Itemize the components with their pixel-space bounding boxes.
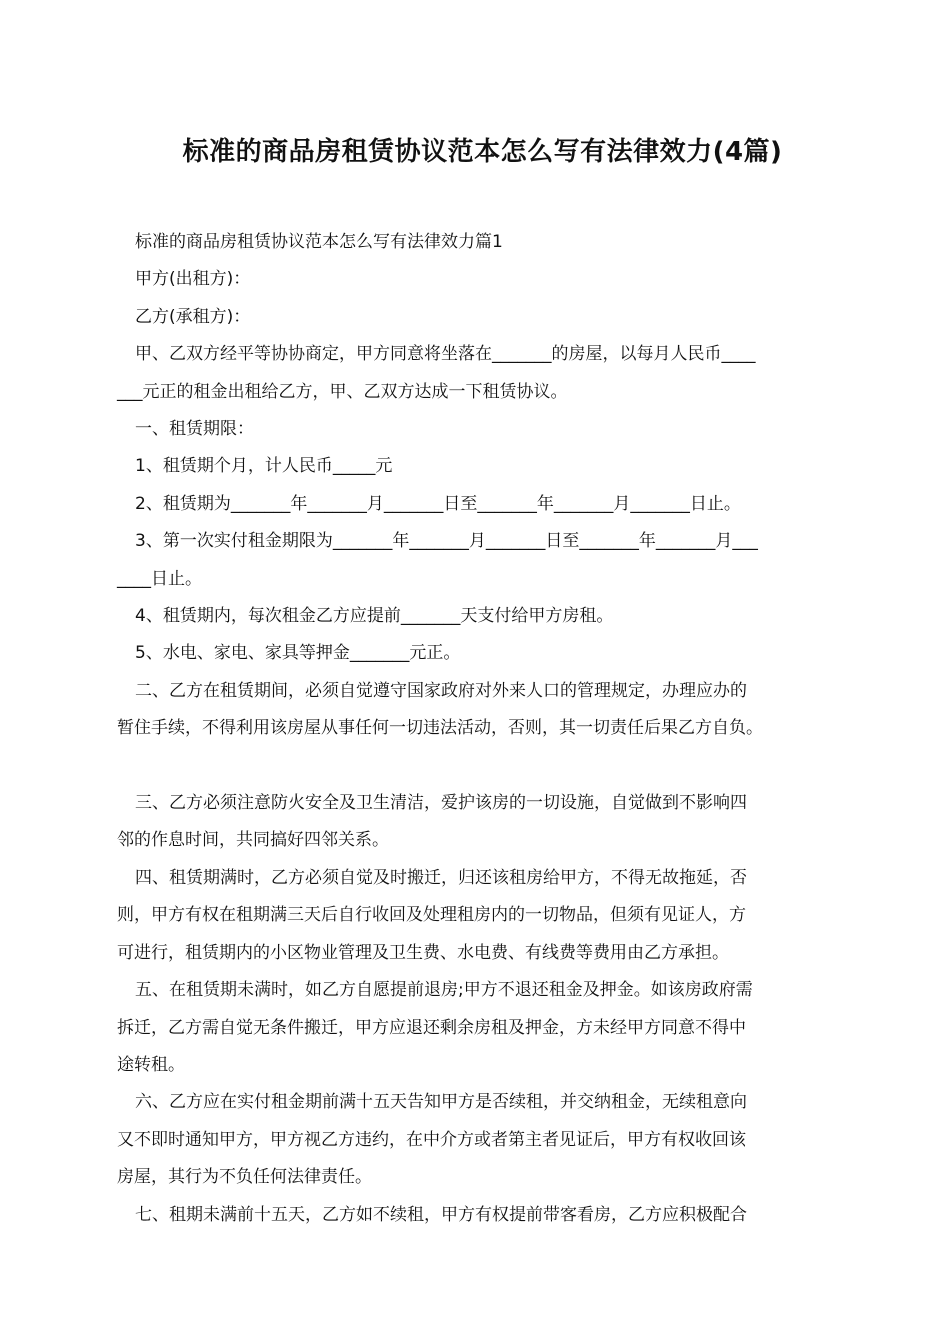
paragraph-line: 又不即时通知甲方，甲方视乙方违约，在中介方或者第主者见证后，甲方有权收回该 xyxy=(117,1129,746,1150)
paragraph-line: 邻的作息时间，共同搞好四邻关系。 xyxy=(117,830,389,851)
paragraph-line: 甲、乙双方经平等协协商定，甲方同意将坐落在_______的房屋，以每月人民币____ xyxy=(135,344,756,365)
paragraph-line: 则，甲方有权在租期满三天后自行收回及处理租房内的一切物品，但须有见证人，方 xyxy=(117,905,746,926)
paragraph-line: 5、水电、家电、家具等押金_______元正。 xyxy=(135,643,461,664)
paragraph-line: 1、租赁期个月，计人民币_____元 xyxy=(135,456,393,477)
paragraph-line: 七、租期未满前十五天，乙方如不续租，甲方有权提前带客看房，乙方应积极配合 xyxy=(135,1204,747,1225)
paragraph-line: 四、租赁期满时，乙方必须自觉及时搬迁，归还该租房给甲方，不得无故拖延，否 xyxy=(135,867,747,888)
paragraph-line: ____日止。 xyxy=(117,568,202,589)
paragraph-line: 标准的商品房租赁协议范本怎么写有法律效力篇1 xyxy=(135,232,503,252)
paragraph-line: 途转租。 xyxy=(117,1054,185,1075)
document-title: 标准的商品房租赁协议范本怎么写有法律效力(4篇) xyxy=(182,137,783,167)
paragraph-line: 五、在租赁期未满时，如乙方自愿提前退房;甲方不退还租金及押金。如该房政府需 xyxy=(135,980,753,1001)
paragraph-line: 甲方(出租方)： xyxy=(135,269,251,290)
paragraph-line: 2、租赁期为_______年_______月_______日至_______年_______月_______日止。 xyxy=(135,493,741,514)
document-body xyxy=(117,224,842,1234)
paragraph-line: 3、第一次实付租金期限为_______年_______月_______日至_______年_______月___ xyxy=(135,531,758,552)
paragraph-line: 暂住手续，不得利用该房屋从事任何一切违法活动，否则，其一切责任后果乙方自负。 xyxy=(117,718,763,739)
paragraph-line: 乙方(承租方)： xyxy=(135,306,251,327)
paragraph-line: 4、租赁期内，每次租金乙方应提前_______天支付给甲方房租。 xyxy=(135,606,614,627)
paragraph-line: 六、乙方应在实付租金期前满十五天告知甲方是否续租，并交纳租金，无续租意向 xyxy=(135,1092,747,1113)
paragraph-line: 三、乙方必须注意防火安全及卫生清洁，爱护该房的一切设施，自觉做到不影响四 xyxy=(135,793,747,814)
paragraph-line: 拆迁，乙方需自觉无条件搬迁，甲方应退还剩余房租及押金，方未经甲方同意不得中 xyxy=(117,1017,746,1038)
paragraph-line: 可进行，租赁期内的小区物业管理及卫生费、水电费、有线费等费用由乙方承担。 xyxy=(117,942,729,963)
paragraph-line: 二、乙方在租赁期间，必须自觉遵守国家政府对外来人口的管理规定，办理应办的 xyxy=(135,680,747,701)
paragraph-line: 房屋，其行为不负任何法律责任。 xyxy=(117,1167,372,1188)
paragraph-line: ___元正的租金出租给乙方，甲、乙双方达成一下租赁协议。 xyxy=(117,381,568,402)
paragraph-line: 一、租赁期限： xyxy=(135,419,254,440)
